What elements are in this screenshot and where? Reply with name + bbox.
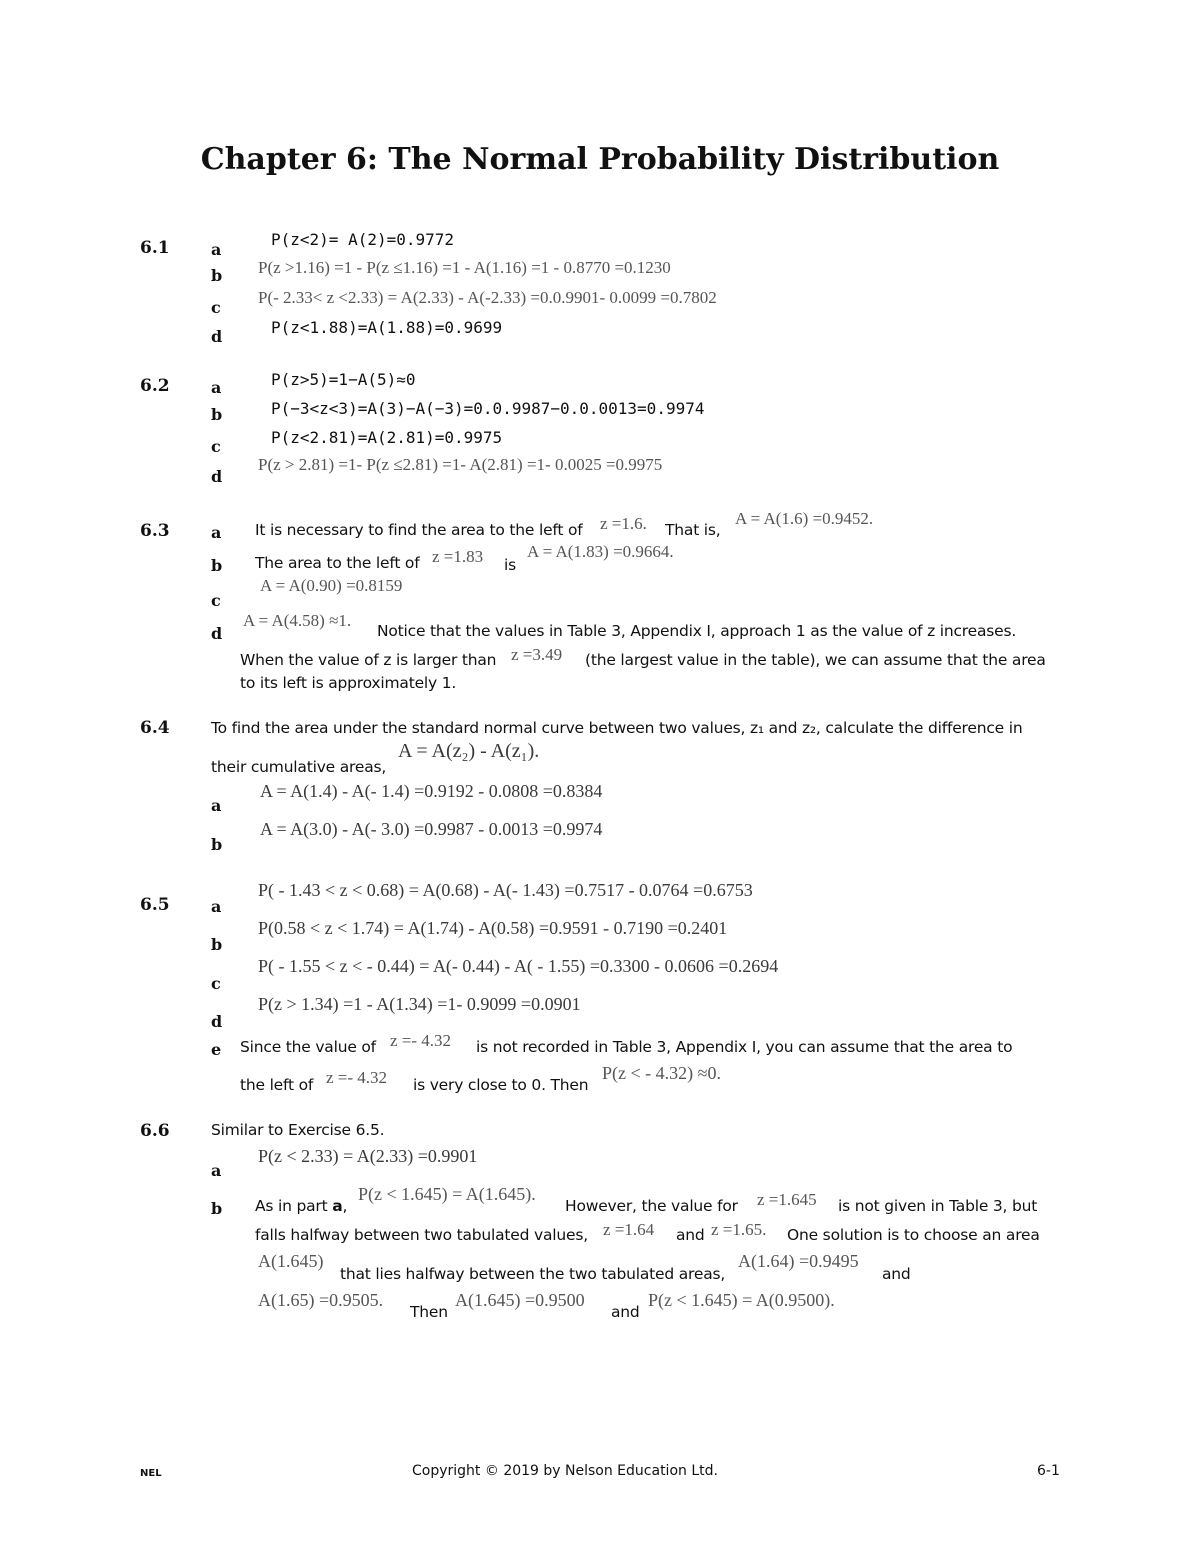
part-label: d xyxy=(211,624,223,643)
part-label: b xyxy=(211,835,223,854)
equation: A(1.64) =0.9495 xyxy=(738,1251,859,1271)
equation: P(z < - 4.32) ≈0. xyxy=(602,1063,722,1083)
body-text: to its left is approximately 1. xyxy=(240,674,457,692)
equation: P(z < 2.33) = A(2.33) =0.9901 xyxy=(258,1146,478,1166)
equation: A(1.645) xyxy=(258,1251,324,1271)
body-text: The area to the left of xyxy=(255,554,420,572)
part-label: d xyxy=(211,1012,223,1031)
equation: P(z > 1.34) =1 - A(1.34) =1- 0.9099 =0.0901 xyxy=(258,994,581,1014)
body-text: Since the value of xyxy=(240,1038,376,1056)
equation: A = A(0.90) =0.8159 xyxy=(260,576,403,595)
body-text: As in part a, xyxy=(255,1197,348,1215)
exercise-number: 6.4 xyxy=(140,718,170,738)
equation: P(−3<z<3)=A(3)−A(−3)=0.0.9987−0.0.0013=0.9974 xyxy=(271,399,705,418)
exercise-number: 6.5 xyxy=(140,895,170,915)
body-text: One solution is to choose an area xyxy=(787,1226,1040,1244)
equation: A(1.65) =0.9505. xyxy=(258,1290,384,1310)
equation: A = A(3.0) - A(- 3.0) =0.9987 - 0.0013 =0.9974 xyxy=(260,819,603,839)
equation: P(z>5)=1−A(5)≈0 xyxy=(271,370,416,389)
body-text: Similar to Exercise 6.5. xyxy=(211,1121,385,1139)
body-text: is very close to 0. Then xyxy=(413,1076,589,1094)
body-text: and xyxy=(611,1303,640,1321)
part-label: b xyxy=(211,1199,223,1218)
equation: P( - 1.55 < z < - 0.44) = A(- 0.44) - A( - 1.55) =0.3300 - 0.0606 =0.2694 xyxy=(258,956,779,976)
equation: z =- 4.32 xyxy=(326,1068,388,1087)
exercise-number: 6.3 xyxy=(140,521,170,541)
body-text: That is, xyxy=(665,521,721,539)
equation: z =1.64 xyxy=(603,1220,655,1239)
part-label: d xyxy=(211,467,223,486)
exercise-number: 6.6 xyxy=(140,1121,170,1141)
exercise-number: 6.2 xyxy=(140,376,170,396)
body-text: the left of xyxy=(240,1076,314,1094)
equation: P(z > 2.81) =1- P(z ≤2.81) =1- A(2.81) =1- 0.0025 =0.9975 xyxy=(258,455,663,474)
body-text: When the value of z is larger than xyxy=(240,651,497,669)
part-label: b xyxy=(211,556,223,575)
equation: A = A(z₂) - A(z₁). xyxy=(398,740,540,762)
body-text: that lies halfway between the two tabulated areas, xyxy=(340,1265,726,1283)
equation: P(z >1.16) =1 - P(z ≤1.16) =1 - A(1.16) =1 - 0.8770 =0.1230 xyxy=(258,258,671,277)
body-text: is not recorded in Table 3, Appendix I, you can assume that the area to xyxy=(476,1038,1013,1056)
body-text: It is necessary to find the area to the left of xyxy=(255,521,583,539)
equation: z =1.6. xyxy=(600,514,647,533)
part-label: c xyxy=(211,437,221,456)
equation: P( - 1.43 < z < 0.68) = A(0.68) - A(- 1.43) =0.7517 - 0.0764 =0.6753 xyxy=(258,880,753,900)
part-label: c xyxy=(211,974,221,993)
equation: A = A(1.83) =0.9664. xyxy=(527,542,674,561)
part-label: b xyxy=(211,266,223,285)
equation: A = A(1.4) - A(- 1.4) =0.9192 - 0.0808 =0.8384 xyxy=(260,781,603,801)
part-label: d xyxy=(211,327,223,346)
body-text: is not given in Table 3, but xyxy=(838,1197,1038,1215)
part-label: a xyxy=(211,796,222,815)
equation: P(z<1.88)=A(1.88)=0.9699 xyxy=(271,318,503,337)
equation: P(z<2.81)=A(2.81)=0.9975 xyxy=(271,428,503,447)
equation: z =1.83 xyxy=(432,547,484,566)
body-text: However, the value for xyxy=(565,1197,738,1215)
body-text: Then xyxy=(410,1303,448,1321)
body-text: (the largest value in the table), we can assume that the area xyxy=(585,651,1046,669)
chapter-title: Chapter 6: The Normal Probability Distribution xyxy=(200,142,1000,177)
equation: z =- 4.32 xyxy=(390,1031,452,1050)
equation: A = A(4.58) ≈1. xyxy=(243,611,352,630)
part-label: c xyxy=(211,298,221,317)
part-label: b xyxy=(211,405,223,424)
body-text: falls halfway between two tabulated values, xyxy=(255,1226,588,1244)
equation: z =1.645 xyxy=(757,1190,817,1209)
equation: P(z < 1.645) = A(1.645). xyxy=(358,1184,536,1204)
part-label: a xyxy=(211,378,222,397)
body-text: and xyxy=(882,1265,911,1283)
body-text: their cumulative areas, xyxy=(211,758,387,776)
equation: P(z < 1.645) = A(0.9500). xyxy=(648,1290,835,1310)
part-label: c xyxy=(211,591,221,610)
equation: P(- 2.33< z <2.33) = A(2.33) - A(-2.33) =0.0.9901- 0.0099 =0.7802 xyxy=(258,288,717,307)
equation: P(0.58 < z < 1.74) = A(1.74) - A(0.58) =0.9591 - 0.7190 =0.2401 xyxy=(258,918,728,938)
part-label: a xyxy=(211,523,222,542)
body-text: To find the area under the standard normal curve between two values, z₁ and z₂, calculate the difference in xyxy=(211,719,1023,737)
part-label: b xyxy=(211,935,223,954)
body-text: and xyxy=(676,1226,705,1244)
equation: A = A(1.6) =0.9452. xyxy=(735,509,874,528)
equation: z =3.49 xyxy=(511,645,563,664)
exercise-number: 6.1 xyxy=(140,238,170,258)
page-number: 6-1 xyxy=(1037,1463,1060,1479)
footer-left: NEL xyxy=(140,1468,162,1479)
part-label: e xyxy=(211,1040,222,1059)
equation: P(z<2)= A(2)=0.9772 xyxy=(271,230,455,249)
body-text: is xyxy=(504,556,516,574)
part-label: a xyxy=(211,240,222,259)
equation: A(1.645) =0.9500 xyxy=(455,1290,585,1310)
body-text: Notice that the values in Table 3, Appendix I, approach 1 as the value of z increases. xyxy=(377,622,1017,640)
equation: z =1.65. xyxy=(711,1220,767,1239)
footer-copyright: Copyright © 2019 by Nelson Education Ltd. xyxy=(412,1463,718,1479)
part-label: a xyxy=(211,897,222,916)
part-label: a xyxy=(211,1161,222,1180)
